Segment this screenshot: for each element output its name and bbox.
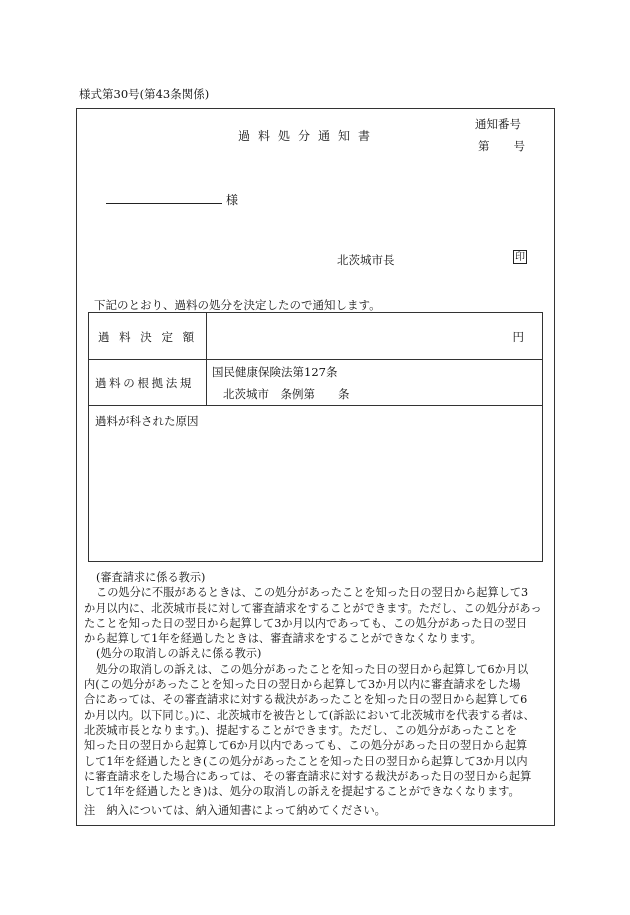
seal-mark: 印 bbox=[515, 252, 525, 263]
document-title: 過料処分通知書 bbox=[238, 129, 379, 143]
addressee-honorific: 様 bbox=[226, 193, 239, 207]
form-number-label: 様式第30号(第43条関係) bbox=[79, 87, 210, 101]
addressee-name-line bbox=[106, 203, 222, 204]
issuer-name: 北茨城市長 bbox=[337, 253, 395, 267]
amount-unit: 円 bbox=[512, 330, 524, 344]
basis-label: 過 料 の 根 拠 法 規 bbox=[95, 376, 191, 390]
lawsuit-text-line: 内(この処分があったことを知った日の翌日から起算して3か月以内に審査請求をした場 bbox=[84, 678, 521, 692]
table-row-divider bbox=[89, 359, 542, 360]
details-table bbox=[88, 312, 543, 562]
lawsuit-text-line: 知った日の翌日から起算して6か月以内であっても、この処分があった日の翌日から起算 bbox=[84, 739, 528, 753]
lawsuit-text-line: 処分の取消しの訴えは、この処分があったことを知った日の翌日から起算して6か月以 bbox=[96, 662, 529, 676]
intro-text: 下記のとおり、過料の処分を決定したので通知します。 bbox=[94, 298, 381, 312]
basis-ordinance: 北茨城市 条例第 条 bbox=[223, 387, 350, 401]
review-text-line: から起算して1年を経過したときは、審査請求をすることができなくなります。 bbox=[84, 632, 482, 646]
instructions-section bbox=[84, 570, 544, 819]
table-column-divider bbox=[206, 313, 207, 405]
review-text-line: この処分に不服があるときは、この処分があったことを知った日の翌日から起算して3 bbox=[96, 586, 529, 600]
reason-label: 過料が科された原因 bbox=[95, 414, 199, 428]
payment-note: 注 納入については、納入通知書によって納めてください。 bbox=[84, 804, 386, 818]
basis-law: 国民健康保険法第127条 bbox=[212, 365, 338, 379]
table-row-divider bbox=[89, 405, 542, 406]
review-text-line: たことを知った日の翌日から起算して3か月以内であっても、この処分があった日の翌日 bbox=[84, 616, 528, 630]
notice-number-value: 第号 bbox=[478, 139, 549, 153]
lawsuit-text-line: に審査請求をした場合にあっては、その審査請求に対する裁決があった日の翌日から起算 bbox=[84, 769, 532, 783]
amount-label: 過 料 決 定 額 bbox=[98, 330, 198, 344]
lawsuit-heading: (処分の取消しの訴えに係る教示) bbox=[96, 647, 262, 661]
lawsuit-text-line: か月以内。以下同じ。)に、北茨城市を被告として(訴訟において北茨城市を代表する者は、 bbox=[84, 708, 535, 722]
notice-number-label: 通知番号 bbox=[475, 117, 521, 131]
review-heading: (審査請求に係る教示) bbox=[96, 571, 206, 584]
lawsuit-text-line: 合にあっては、その審査請求に対する裁決があったことを知った日の翌日から起算して6 bbox=[84, 693, 528, 707]
lawsuit-text-line: して1年を経過したとき(この処分があったことを知った日の翌日から起算して3か月以内 bbox=[84, 754, 528, 768]
lawsuit-text-line: 北茨城市長となります。)、提起することができます。ただし、この処分があったことを bbox=[84, 723, 518, 737]
lawsuit-text-line: して1年を経過したとき)は、処分の取消しの訴えを提起することができなくなります。 bbox=[84, 785, 520, 799]
review-text-line: か月以内に、北茨城市長に対して審査請求をすることができます。ただし、この処分があっ bbox=[84, 601, 542, 615]
